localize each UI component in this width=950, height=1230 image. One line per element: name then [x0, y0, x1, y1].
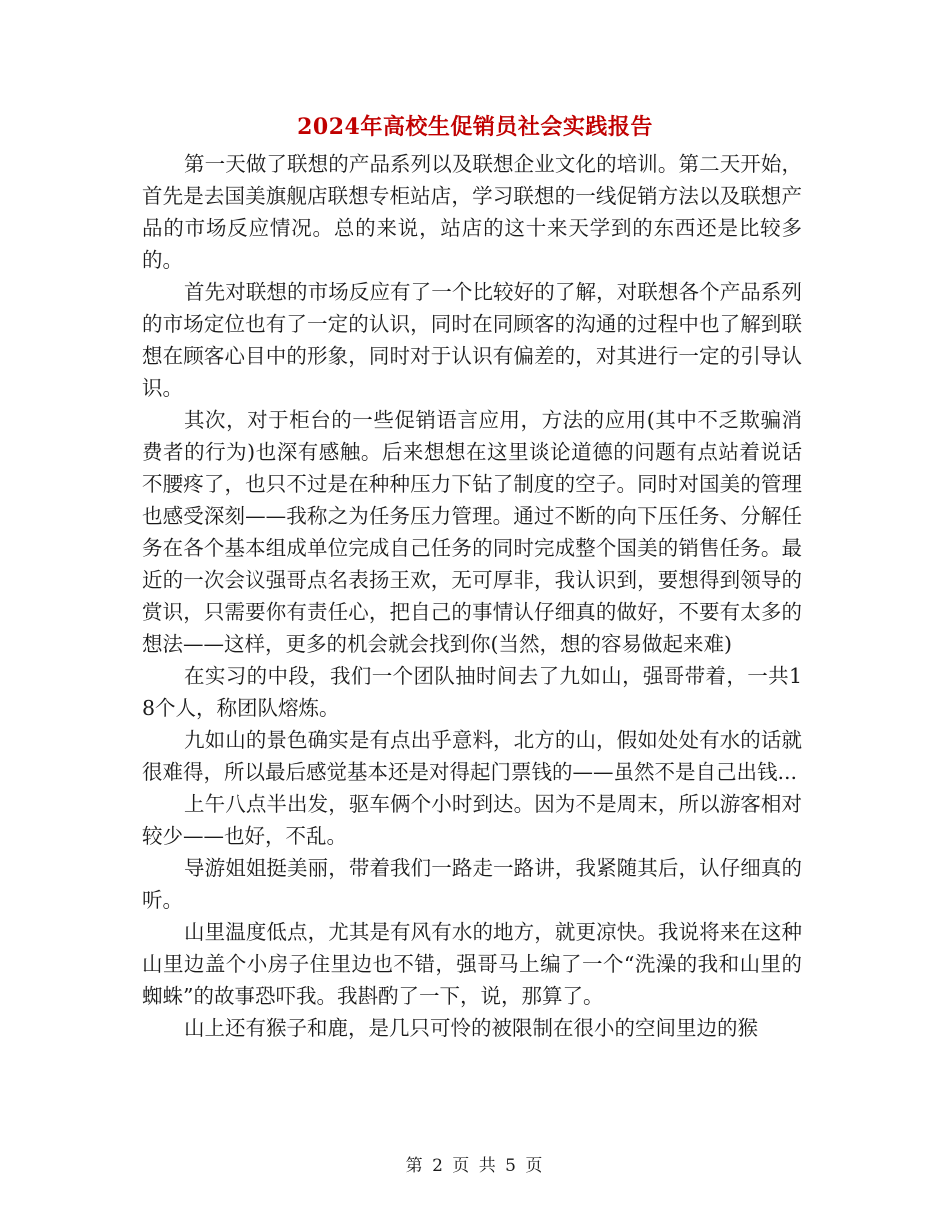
- page-title: 2024年高校生促销员社会实践报告: [297, 114, 653, 140]
- paragraph: 九如山的景色确实是有点出乎意料，北方的山，假如处处有水的话就很难得，所以最后感觉基本还是对得起门票钱的——虽然不是自己出钱...: [142, 728, 802, 784]
- paragraph: 上午八点半出发，驱车俩个小时到达。因为不是周末，所以游客相对较少——也好，不乱。: [142, 792, 802, 848]
- paragraph: 在实习的中段，我们一个团队抽时间去了九如山，强哥带着，一共18个人，称团队熔炼。: [142, 664, 802, 720]
- paragraph: 山上还有猴子和鹿，是几只可怜的被限制在很小的空间里边的猴: [184, 1016, 759, 1040]
- document-body: [142, 148, 802, 1044]
- paragraph: 其次，对于柜台的一些促销语言应用，方法的应用(其中不乏欺骗消费者的行为)也深有感触。后来想想在这里谈论道德的问题有点站着说话不腰疼了，也只不过是在种种压力下钻了制度的空子。同时对国美的管理也感受深刻——我称之为任务压力管理。通过不断的向下压任务、分解任务在各个基本组成单位完成自己任务的同时完成整个国美的销售任务。最近的一次会议强哥点名表扬王欢，无可厚非，我认识到，要想得到领导的赏识，只需要你有责任心，把自己的事情认仔细真的做好，不要有太多的想法——这样，更多的机会就会找到你(当然，想的容易做起来难): [142, 408, 802, 656]
- page-number-footer: 第 2 页 共 5 页: [405, 1156, 545, 1176]
- paragraph: 山里温度低点，尤其是有风有水的地方，就更凉快。我说将来在这种山里边盖个小房子住里边也不错，强哥马上编了一个“洗澡的我和山里的蜘蛛”的故事恐吓我。我斟酌了一下，说，那算了。: [142, 920, 802, 1008]
- paragraph: 首先对联想的市场反应有了一个比较好的了解，对联想各个产品系列的市场定位也有了一定的认识，同时在同顾客的沟通的过程中也了解到联想在顾客心目中的形象，同时对于认识有偏差的，对其进行一定的引导认识。: [142, 280, 802, 400]
- paragraph: 第一天做了联想的产品系列以及联想企业文化的培训。第二天开始，首先是去国美旗舰店联想专柜站店，学习联想的一线促销方法以及联想产品的市场反应情况。总的来说，站店的这十来天学到的东西还是比较多的。: [142, 152, 802, 272]
- paragraph: 导游姐姐挺美丽，带着我们一路走一路讲，我紧随其后，认仔细真的听。: [142, 856, 802, 912]
